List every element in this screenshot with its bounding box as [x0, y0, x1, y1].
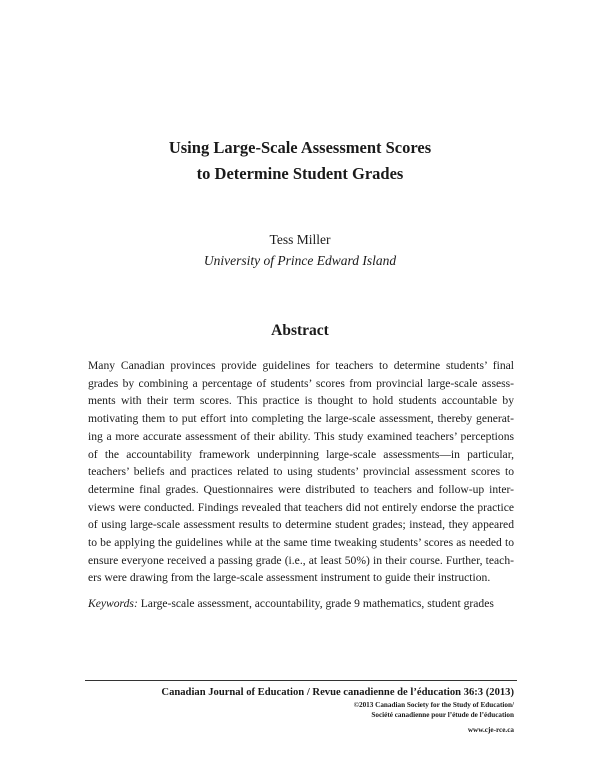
- abstract-heading: Abstract: [271, 322, 329, 339]
- author-name: Tess Miller: [269, 232, 331, 247]
- abstract-line: views were conducted. Findings revealed that teachers did not entirely endorse the practice: [88, 500, 514, 514]
- abstract-line: grades by combining a percentage of students’ scores from provincial large-scale assess-: [88, 376, 514, 390]
- footer-rule: [85, 680, 517, 681]
- paper-title-line-1: Using Large-Scale Assessment Scores: [168, 138, 432, 157]
- footer-url: www.cje-rce.ca: [467, 726, 514, 734]
- abstract-line: determine final grades. Questionnaires were distributed to teachers and follow-up inter-: [88, 482, 514, 496]
- footer-journal-citation: Canadian Journal of Education / Revue canadienne de l’éducation 36:3 (2013): [161, 687, 514, 698]
- abstract-line: ensure everyone received a passing grade (i.e., at least 50%) in their course. Further, teach-: [88, 553, 514, 567]
- keywords-text: Large-scale assessment, accountability, grade 9 mathematics, student grades: [137, 597, 494, 610]
- abstract-line: of using large-scale assessment results to determine student grades; instead, they appeared: [88, 518, 514, 532]
- author-affiliation: University of Prince Edward Island: [203, 253, 397, 268]
- abstract-line: Many Canadian provinces provide guidelines for teachers to determine students’ final: [88, 359, 514, 372]
- footer-copyright-line-1: ©2013 Canadian Society for the Study of Education/: [353, 701, 514, 709]
- abstract-body: [88, 357, 514, 587]
- abstract-line: ers were drawing from the large-scale assessment instrument to guide their instruction.: [88, 571, 491, 585]
- keywords-label: Keywords:: [88, 597, 138, 610]
- abstract-line: to be applying the guidelines while at the same time tweaking students’ scores as needed to: [88, 536, 514, 550]
- footer-copyright-line-2: Société canadienne pour l’étude de l’éducation: [371, 711, 514, 719]
- abstract-line: ing a more accurate assessment of their ability. This study examined teachers’ perceptions: [88, 429, 514, 443]
- abstract-line: of the accountability framework underpinning large-scale assessments—in particular,: [88, 447, 514, 461]
- abstract-line: motivating them to put effort into completing the large-scale assessment, thereby generat-: [88, 412, 514, 426]
- keywords: [88, 595, 514, 613]
- abstract-line: ments with their term scores. This practice is thought to hold students accountable by: [88, 394, 514, 408]
- abstract-line: teachers’ beliefs and practices related to using students’ provincial assessment scores to: [88, 465, 514, 479]
- paper-title-line-2: to Determine Student Grades: [196, 164, 404, 183]
